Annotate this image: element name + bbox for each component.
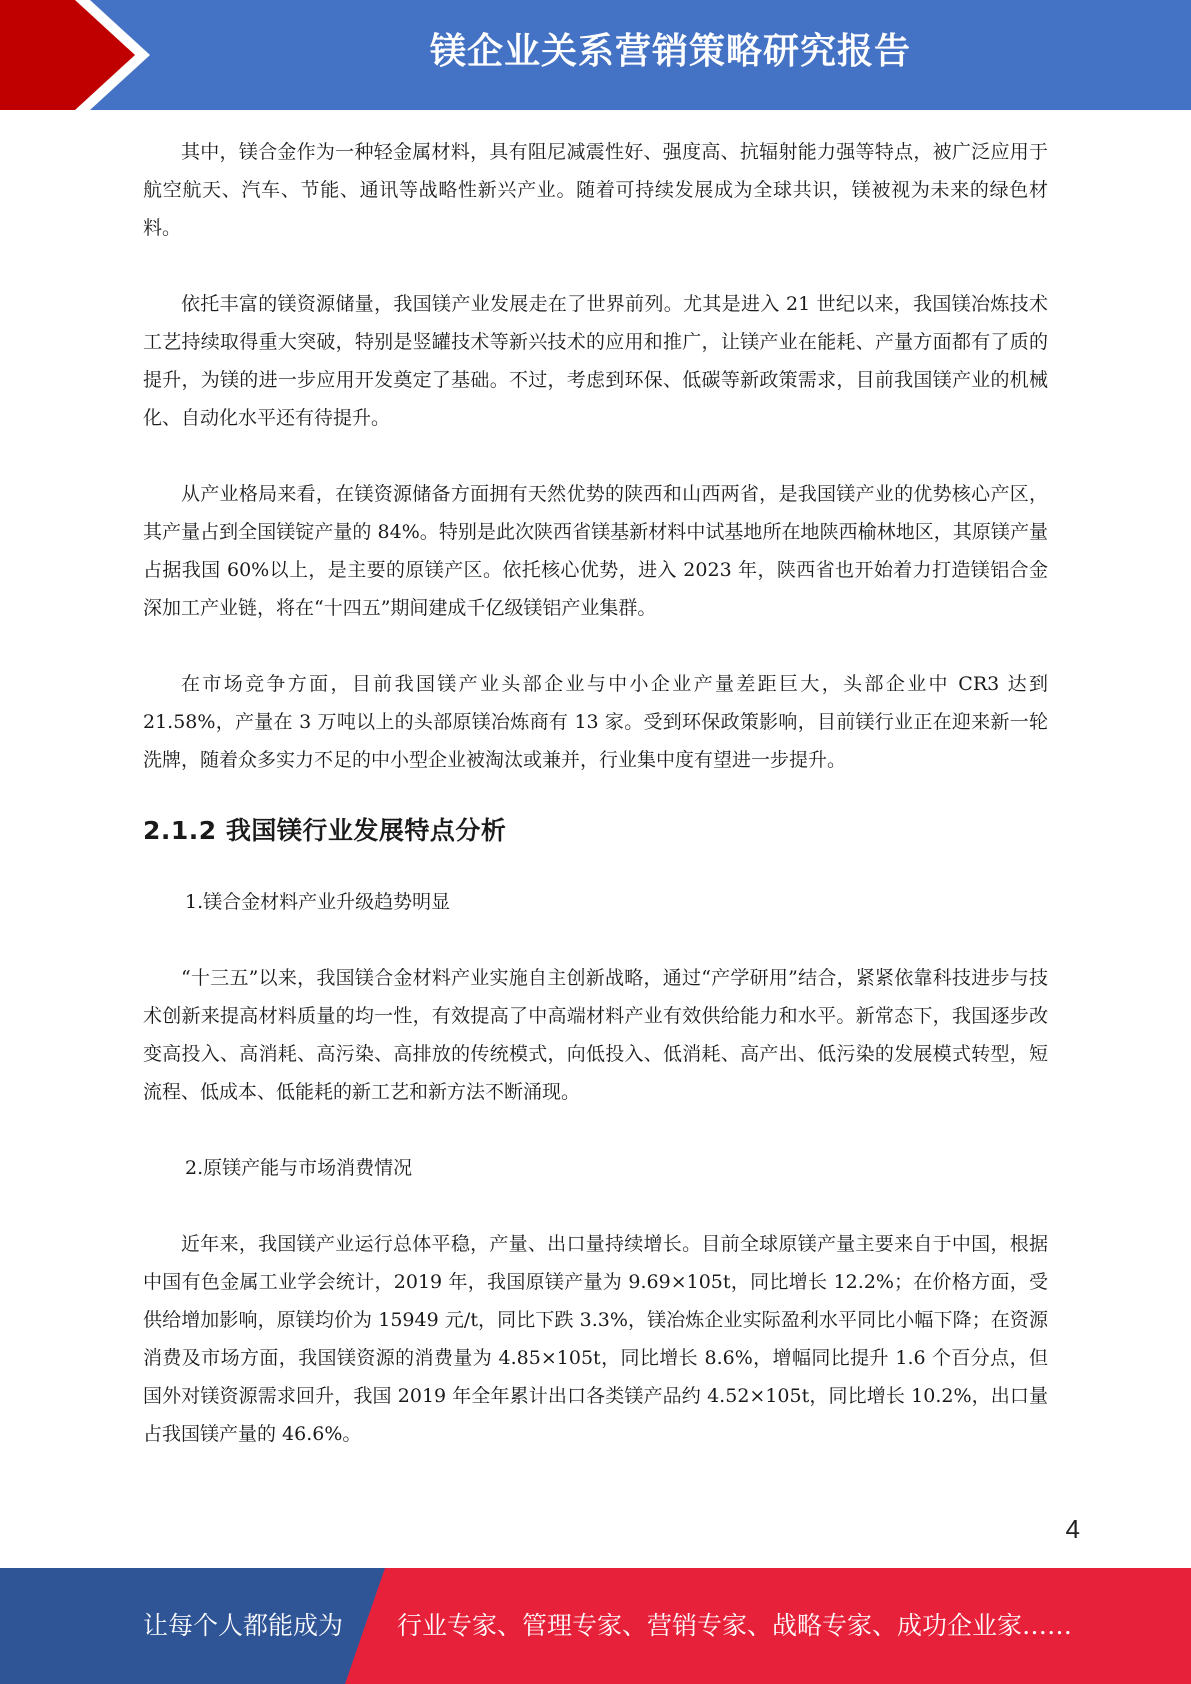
page-number: 4 (1065, 1514, 1080, 1544)
footer-slogan-right: 行业专家、管理专家、营销专家、战略专家、成功企业家…… (397, 1611, 1073, 1640)
subsection-title: 2.原镁产能与市场消费情况 (185, 1157, 413, 1179)
paragraph: 其中，镁合金作为一种轻金属材料，具有阻尼减震性好、强度高、抗辐射能力强等特点，被广泛应用于航空航天、汽车、节能、通讯等战略性新兴产业。随着可持续发展成为全球共识，镁被视为未来的绿色材料。 (143, 141, 1048, 239)
footer-slogan-left: 让每个人都能成为 (143, 1611, 344, 1640)
paragraph: 在市场竞争方面，目前我国镁产业头部企业与中小企业产量差距巨大，头部企业中 CR3 达到 21.58%，产量在 3 万吨以上的头部原镁冶炼商有 13 家。受到环保政策影响，目前镁行业正在迎来新一轮洗牌，随着众多实力不足的中小型企业被淘汰或兼并，行业集中度有望进一步提升。 (143, 673, 1048, 771)
paragraph: 近年来，我国镁产业运行总体平稳，产量、出口量持续增长。目前全球原镁产量主要来自于中国，根据中国有色金属工业学会统计，2019 年，我国原镁产量为 9.69×105t，同比增长 12.2%；在价格方面，受供给增加影响，原镁均价为 15949 元/t，同比下跌 3.3%，镁冶炼企业实际盈利水平同比小幅下降；在资源消费及市场方面，我国镁资源的消费量为 4.85×105t，同比增长 8.6%，增幅同比提升 1.6 个百分点，但国外对镁资源需求回升，我国 2019 年全年累计出口各类镁产品约 4.52×105t，同比增长 10.2%，出口量占我国镁产量的 46.6%。 (143, 1233, 1048, 1445)
page-header (0, 0, 1191, 110)
paragraph: 依托丰富的镁资源储量，我国镁产业发展走在了世界前列。尤其是进入 21 世纪以来，我国镁冶炼技术工艺持续取得重大突破，特别是竖罐技术等新兴技术的应用和推广，让镁产业在能耗、产量方面都有了质的提升，为镁的进一步应用开发奠定了基础。不过，考虑到环保、低碳等新政策需求，目前我国镁产业的机械化、自动化水平还有待提升。 (143, 293, 1048, 429)
header-chevron-graphic (0, 0, 160, 110)
paragraph: 从产业格局来看，在镁资源储备方面拥有天然优势的陕西和山西两省，是我国镁产业的优势核心产区，其产量占到全国镁锭产量的 84%。特别是此次陕西省镁基新材料中试基地所在地陕西榆林地区，其原镁产量占据我国 60%以上，是主要的原镁产区。依托核心优势，进入 2023 年，陕西省也开始着力打造镁铝合金深加工产业链，将在“十四五”期间建成千亿级镁铝产业集群。 (143, 483, 1048, 619)
page-footer (0, 1568, 1191, 1684)
subsection-title: 1.镁合金材料产业升级趋势明显 (185, 891, 451, 913)
page-content (143, 133, 1048, 1453)
section-heading: 2.1.2 我国镁行业发展特点分析 (143, 816, 507, 845)
paragraph: “十三五”以来，我国镁合金材料产业实施自主创新战略，通过“产学研用”结合，紧紧依靠科技进步与技术创新来提高材料质量的均一性，有效提高了中高端材料产业有效供给能力和水平。新常态下，我国逐步改变高投入、高消耗、高污染、高排放的传统模式，向低投入、低消耗、高产出、低污染的发展模式转型，短流程、低成本、低能耗的新工艺和新方法不断涌现。 (143, 967, 1048, 1103)
document-title: 镁企业关系营销策略研究报告 (429, 31, 911, 72)
